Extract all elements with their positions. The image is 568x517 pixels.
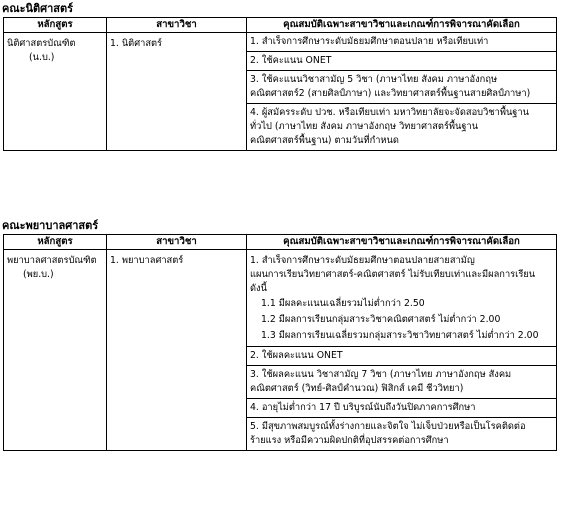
- law-table-header: [4, 18, 557, 33]
- criterion-line: ทั่วไป (ภาษาไทย สังคม ภาษาอังกฤษ วิทยาศาสตร์พื้นฐาน: [250, 121, 479, 132]
- program-abbrev: (พย.บ.): [23, 269, 54, 280]
- header-criteria: คุณสมบัติเฉพาะสาขาวิชาและเกณฑ์การพิจารณาคัดเลือก: [247, 235, 557, 250]
- header-major: สาขาวิชา: [107, 18, 247, 33]
- criteria-cell: [247, 250, 557, 451]
- program-abbrev: (น.บ.): [29, 52, 55, 63]
- table-row: [4, 250, 557, 451]
- major-name: 1. นิติศาสตร์: [110, 38, 163, 49]
- criterion-3: [247, 71, 556, 104]
- header-criteria: คุณสมบัติเฉพาะสาขาวิชาและเกณฑ์การพิจารณาคัดเลือก: [247, 18, 557, 33]
- major-cell: [107, 33, 247, 151]
- criterion-line: แผนการเรียนวิทยาศาสตร์-คณิตศาสตร์ ไม่รับเทียบเท่าและมีผลการเรียน: [250, 269, 536, 280]
- criterion-2: [247, 347, 556, 366]
- criterion-line: 4. ผู้สมัครระดับ ปวช. หรือเทียบเท่า มหาวิทยาลัยจะจัดสอบวิชาพื้นฐาน: [250, 107, 530, 118]
- header-major: สาขาวิชา: [107, 235, 247, 250]
- nursing-table-header: [4, 235, 557, 250]
- criterion-5: [247, 418, 556, 450]
- program-name: พยาบาลศาสตรบัณฑิต: [7, 255, 97, 266]
- criterion-subline: 1.3 มีผลการเรียนเฉลี่ยรวมกลุ่มสาระวิชาวิทยาศาสตร์ ไม่ต่ำกว่า 2.00: [261, 330, 539, 341]
- criterion-3: [247, 366, 556, 399]
- criteria-cell: [247, 33, 557, 151]
- section-title-nursing: คณะพยาบาลศาสตร์: [2, 219, 99, 232]
- law-table: [3, 17, 557, 151]
- major-cell: [107, 250, 247, 451]
- criterion-line: 1. สำเร็จการศึกษาระดับมัธยมศึกษาตอนปลายสายสามัญ: [250, 255, 475, 266]
- criterion-subline: 1.1 มีผลคะแนนเฉลี่ยรวมไม่ต่ำกว่า 2.50: [261, 298, 425, 309]
- major-name: 1. พยาบาลศาสตร์: [110, 255, 184, 266]
- criterion-line: คณิตศาสตร์ (วิทย์-ศิลป์คำนวณ) ฟิสิกส์ เคมี ชีววิทยา): [250, 383, 464, 394]
- criterion-2: [247, 52, 556, 71]
- criterion-line: คณิตศาสตร์2 (สายศิลป์ภาษา) และวิทยาศาสตร์พื้นฐานสายศิลป์ภาษา): [250, 88, 531, 99]
- header-program: หลักสูตร: [4, 235, 107, 250]
- criterion-line: 5. มีสุขภาพสมบูรณ์ทั้งร่างกายและจิตใจ ไม่เจ็บป่วยหรือเป็นโรคติดต่อ: [250, 421, 526, 432]
- section-title-law: คณะนิติศาสตร์: [2, 2, 74, 15]
- criterion-line: 3. ใช้ผลคะแนน วิชาสามัญ 7 วิชา (ภาษาไทย ภาษาอังกฤษ สังคม: [250, 369, 512, 380]
- criterion-line: 2. ใช้ผลคะแนน ONET: [250, 350, 343, 361]
- program-name: นิติศาสตรบัณฑิต: [7, 38, 76, 49]
- criterion-line: คณิตศาสตร์พื้นฐาน) ตามวันที่กำหนด: [250, 135, 399, 146]
- criterion-line: 4. อายุไม่ต่ำกว่า 17 ปี บริบูรณ์นับถึงวันปิดภาคการศึกษา: [250, 402, 476, 413]
- header-program: หลักสูตร: [4, 18, 107, 33]
- criterion-line: 1. สำเร็จการศึกษาระดับมัธยมศึกษาตอนปลาย หรือเทียบเท่า: [250, 36, 489, 47]
- criterion-line: ร้ายแรง หรือมีความผิดปกติที่อุปสรรคต่อการศึกษา: [250, 435, 449, 446]
- criterion-4: [247, 399, 556, 418]
- criterion-subline: 1.2 มีผลการเรียนกลุ่มสาระวิชาคณิตศาสตร์ ไม่ต่ำกว่า 2.00: [261, 314, 501, 325]
- program-cell: [4, 250, 107, 451]
- criterion-line: 2. ใช้คะแนน ONET: [250, 55, 332, 66]
- nursing-table: [3, 234, 557, 451]
- program-cell: [4, 33, 107, 151]
- criterion-1: [247, 250, 556, 347]
- criterion-line: 3. ใช้คะแนนวิชาสามัญ 5 วิชา (ภาษาไทย สังคม ภาษาอังกฤษ: [250, 74, 498, 85]
- criterion-line: ดังนี้: [250, 283, 267, 294]
- criterion-4: [247, 104, 556, 150]
- table-row: [4, 33, 557, 151]
- criterion-1: [247, 33, 556, 52]
